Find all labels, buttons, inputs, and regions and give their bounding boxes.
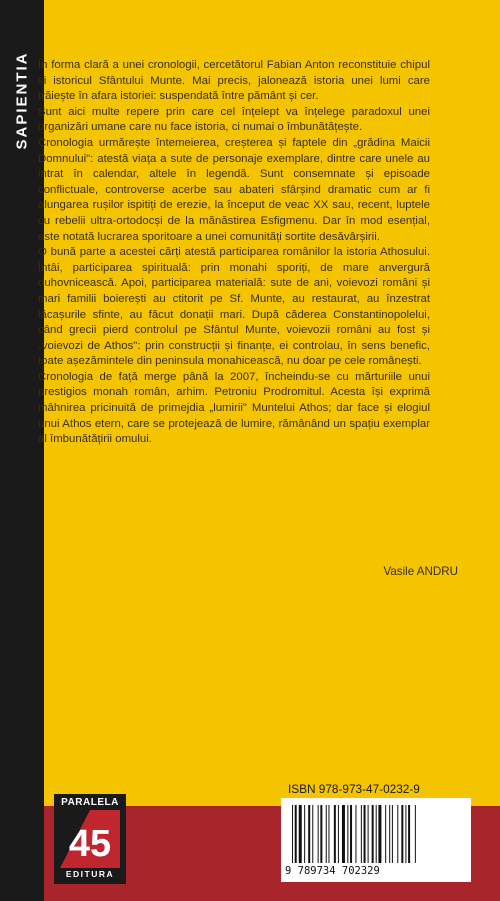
barcode-bar — [342, 805, 345, 863]
blurb-paragraph: Cronologia urmărește întemeierea, creșterea și faptele din „grădina Maicii Domnului": atestă viața a sute de personaje exemplare, dintre care unele au intrat în calendar, altele în legendă. Sunt consemnate și episoade conflictuale, controverse acerbe sau abateri sfârșind dramatic cum ar fi alungarea rușilor ispitiți de erezie, la început de veac XX sau, recent, luptele cu rebelii ultra-ortodocși de la mănăstirea Esfigmenu. Dar în mod esențial, este notată lucrarea sporitoare a unei comunități sortite desăvârșirii. — [38, 136, 430, 243]
spine-collection-label: SAPIENTIA — [13, 50, 31, 150]
barcode-bar — [361, 805, 362, 863]
publisher-name: PARALELA — [61, 797, 119, 808]
barcode-bar — [389, 805, 390, 863]
publisher-mark-icon — [60, 810, 120, 868]
barcode-bar — [378, 805, 381, 863]
barcode-bar — [292, 805, 293, 863]
barcode-bar — [392, 805, 393, 863]
barcode-bar — [397, 805, 398, 863]
barcode-bar — [368, 805, 369, 863]
barcode-bar — [415, 805, 416, 863]
barcode-bar — [405, 805, 406, 863]
publisher-subtitle: EDITURA — [65, 869, 115, 879]
barcode-bar — [299, 805, 302, 863]
publisher-mark-text: 45 — [68, 823, 112, 865]
barcode-bar — [318, 805, 319, 863]
barcode-bar — [320, 805, 322, 863]
barcode-bar — [401, 805, 403, 863]
barcode — [281, 798, 471, 882]
barcode-bar — [304, 805, 305, 863]
barcode-bar — [408, 805, 410, 863]
barcode-bar — [312, 805, 313, 863]
barcode-bar — [372, 805, 374, 863]
barcode-bar — [295, 805, 297, 863]
barcode-bar — [385, 805, 386, 863]
blurb-author: Vasile ANDRU — [383, 565, 458, 578]
barcode-bar — [350, 805, 352, 863]
barcode-bar — [364, 805, 366, 863]
blurb-paragraph: Sunt aici multe repere prin care cel înțelept va înțelege paradoxul unei organizări umane care nu face istoria, ci numai o îmbunătățește. — [38, 105, 430, 134]
blurb-paragraph: În forma clară a unei cronologii, cercetătorul Fabian Anton reconstituie chipul și istoricul Sfântului Munte. Mai precis, jalonează istoria unei lumi care trăiește în afara istoriei: suspendată între pământ și cer. — [38, 59, 430, 103]
blurb-paragraph: O bună parte a acestei cărți atestă participarea românilor la istoria Athosului. Întâi, participarea spirituală: prin monahi sporiți, de mare anvergură duhovnicească. Apoi, participarea materială: sute de ani, voievozi români și mari familii boierești au ctitorit pe Sf. Munte, au restaurat, au înzestrat lăcașurile sfinte, au făcut donații mari. După căderea Constantinopolelui, când grecii pierd controlul pe Sfântul Munte, voievozii români au fost și „voievozi de Athos": prin construcții și finanțe, ei controlau, în sens benefic, toate așezămintele din peninsula monahicească, nu doar pe cele românești. — [38, 246, 430, 368]
barcode-digits: 9 789734 702329 — [285, 865, 380, 877]
barcode-bar — [355, 805, 356, 863]
barcode-bar — [328, 805, 329, 863]
barcode-bar — [347, 805, 348, 863]
publisher-logo — [54, 794, 126, 884]
barcode-bar — [334, 805, 336, 863]
barcode-bar — [338, 805, 339, 863]
barcode-bar — [308, 805, 310, 863]
isbn-label: ISBN 978-973-47-0232-9 — [288, 782, 420, 796]
barcode-bars — [288, 805, 464, 863]
barcode-bar — [376, 805, 377, 863]
blurb-paragraph: Cronologia de față merge până la 2007, încheindu-se cu mărturiile unui prestigios monah român, arhim. Petroniu Prodromitul. Acesta își exprimă mâhnirea pricinuită de primejdia „lumirii" Muntelui Athos; dar face și elogiul unui Athos etern, care se protejează de lumire, rămânând un spațiu exemplar al îmbunătățirii omului. — [38, 370, 430, 446]
blurb-text — [38, 58, 430, 448]
barcode-bar — [326, 805, 327, 863]
